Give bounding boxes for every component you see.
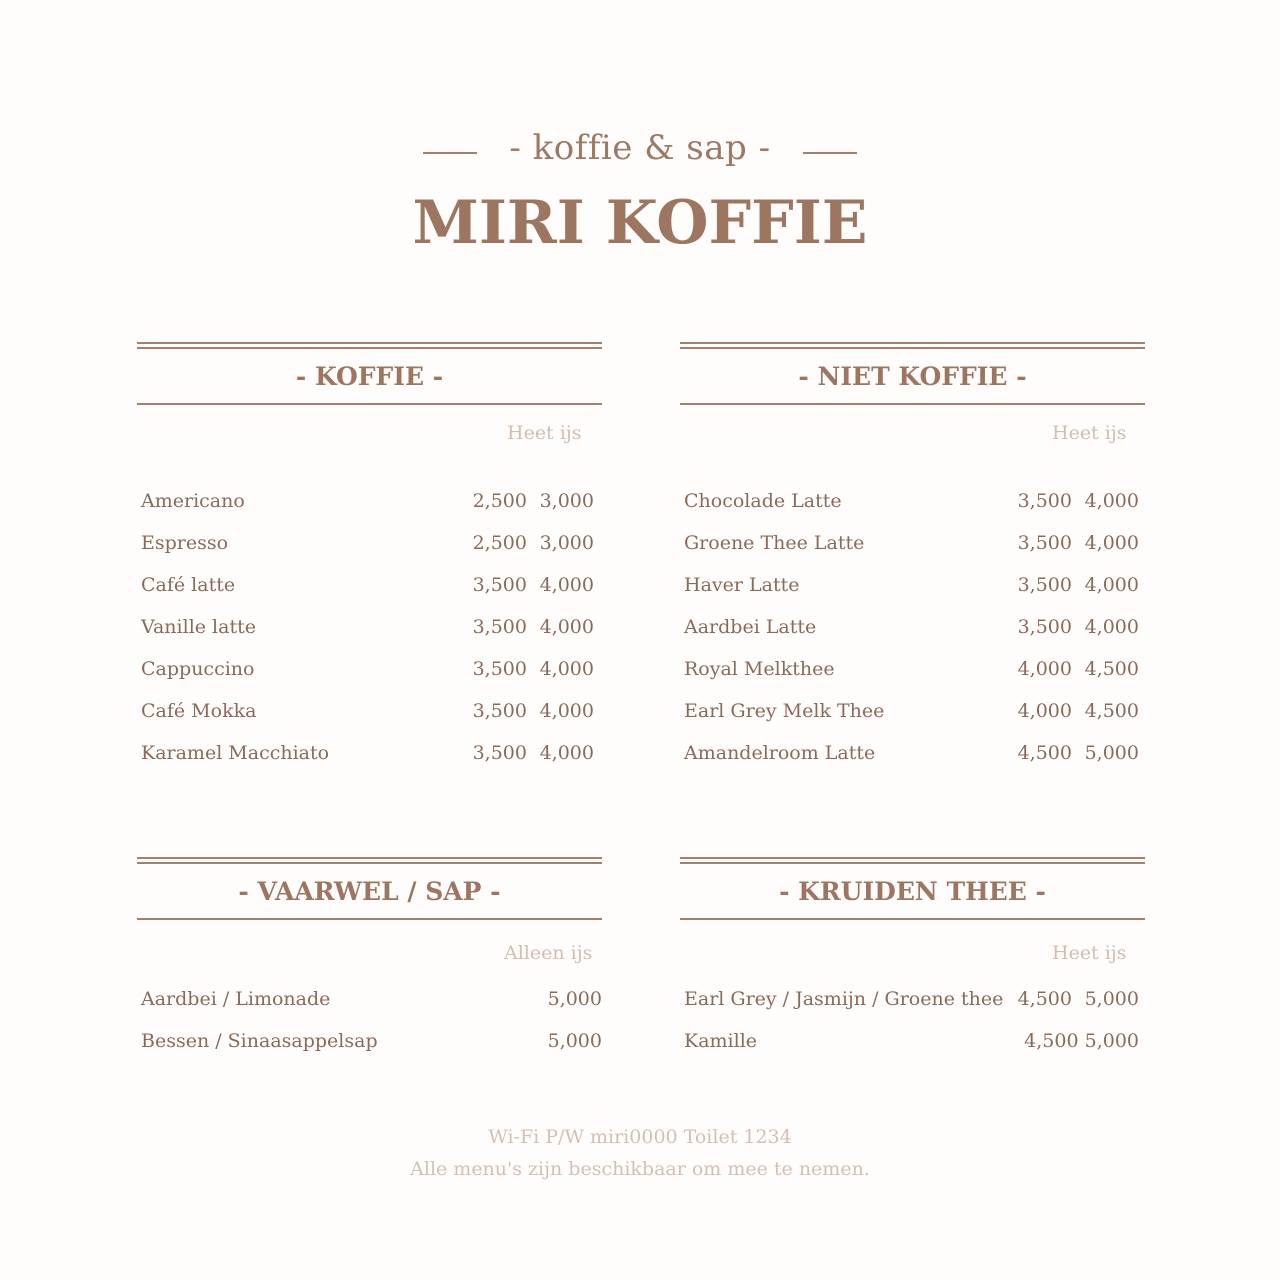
section-title: - KOFFIE - bbox=[295, 362, 444, 391]
page-title: MIRI KOFFIE bbox=[412, 188, 868, 258]
item-price-iced: 5,000 bbox=[1084, 742, 1139, 764]
item-price: 5,000 bbox=[547, 1030, 602, 1052]
section-kruiden-thee bbox=[680, 857, 1145, 1077]
item-price-hot: 3,500 bbox=[1017, 532, 1072, 554]
item-price-iced: 5,000 bbox=[1084, 988, 1139, 1010]
list-item bbox=[680, 742, 1145, 772]
section-top-rule bbox=[137, 342, 602, 349]
item-price-hot: 4,500 bbox=[1017, 742, 1072, 764]
list-item bbox=[680, 490, 1145, 520]
list-item bbox=[680, 616, 1145, 646]
section-bottom-rule bbox=[680, 403, 1145, 405]
item-name: Chocolade Latte bbox=[684, 490, 842, 512]
item-name: Haver Latte bbox=[684, 574, 800, 596]
list-item bbox=[137, 532, 602, 562]
list-item bbox=[680, 532, 1145, 562]
item-price: 5,000 bbox=[547, 988, 602, 1010]
item-name: Royal Melkthee bbox=[684, 658, 835, 680]
item-price-hot: 3,500 bbox=[472, 616, 527, 638]
tagline: - koffie & sap - bbox=[509, 128, 771, 168]
footer-wifi: Wi-Fi P/W miri0000 Toilet 1234 bbox=[488, 1126, 792, 1148]
list-item bbox=[137, 658, 602, 688]
item-price-hot: 3,500 bbox=[472, 658, 527, 680]
item-name: Vanille latte bbox=[141, 616, 256, 638]
item-price-hot: 3,500 bbox=[472, 700, 527, 722]
item-name: Karamel Macchiato bbox=[141, 742, 330, 764]
item-name: Earl Grey / Jasmijn / Groene thee bbox=[684, 988, 1004, 1010]
item-name: Espresso bbox=[141, 532, 229, 554]
item-price-iced: 4,000 bbox=[539, 700, 594, 722]
item-price-hot: 3,500 bbox=[472, 742, 527, 764]
item-price-hot: 4,500 bbox=[1017, 988, 1072, 1010]
item-price-iced: 4,000 bbox=[1084, 490, 1139, 512]
item-price-iced: 4,000 bbox=[539, 742, 594, 764]
section-title: - VAARWEL / SAP - bbox=[238, 877, 501, 906]
section-niet-koffie bbox=[680, 342, 1145, 782]
item-prices: 4,500 5,000 bbox=[1024, 1030, 1139, 1052]
item-name: Cappuccino bbox=[141, 658, 255, 680]
item-price-iced: 4,000 bbox=[1084, 574, 1139, 596]
item-price-hot: 3,500 bbox=[1017, 574, 1072, 596]
list-item bbox=[137, 616, 602, 646]
item-name: Café latte bbox=[141, 574, 236, 596]
section-top-rule bbox=[137, 857, 602, 864]
column-header: Heet ijs bbox=[1052, 422, 1127, 444]
item-price-hot: 2,500 bbox=[472, 532, 527, 554]
list-item bbox=[680, 658, 1145, 688]
list-item bbox=[137, 700, 602, 730]
item-name: Café Mokka bbox=[141, 700, 257, 722]
item-name: Aardbei / Limonade bbox=[141, 988, 331, 1010]
item-name: Kamille bbox=[684, 1030, 758, 1052]
item-price-hot: 2,500 bbox=[472, 490, 527, 512]
section-vaarwel-sap bbox=[137, 857, 602, 1077]
item-price-hot: 4,000 bbox=[1017, 700, 1072, 722]
list-item bbox=[680, 574, 1145, 604]
item-price-iced: 4,000 bbox=[1084, 532, 1139, 554]
item-price-iced: 4,000 bbox=[539, 616, 594, 638]
item-price-hot: 3,500 bbox=[472, 574, 527, 596]
list-item bbox=[137, 490, 602, 520]
section-title: - NIET KOFFIE - bbox=[798, 362, 1027, 391]
item-price-iced: 4,000 bbox=[539, 658, 594, 680]
item-name: Groene Thee Latte bbox=[684, 532, 865, 554]
item-price-iced: 4,000 bbox=[539, 574, 594, 596]
section-top-rule bbox=[680, 857, 1145, 864]
item-name: Bessen / Sinaasappelsap bbox=[141, 1030, 378, 1052]
list-item bbox=[137, 1030, 602, 1060]
item-name: Aardbei Latte bbox=[684, 616, 817, 638]
item-price-hot: 4,000 bbox=[1017, 658, 1072, 680]
item-name: Earl Grey Melk Thee bbox=[684, 700, 885, 722]
item-price-iced: 4,500 bbox=[1084, 658, 1139, 680]
item-price-iced: 3,000 bbox=[539, 532, 594, 554]
item-name: Americano bbox=[141, 490, 245, 512]
list-item bbox=[680, 700, 1145, 730]
section-top-rule bbox=[680, 342, 1145, 349]
list-item bbox=[137, 988, 602, 1018]
item-price-iced: 4,500 bbox=[1084, 700, 1139, 722]
section-title: - KRUIDEN THEE - bbox=[779, 877, 1046, 906]
item-price-iced: 4,000 bbox=[1084, 616, 1139, 638]
section-bottom-rule bbox=[680, 918, 1145, 920]
list-item bbox=[680, 988, 1145, 1018]
item-price-hot: 3,500 bbox=[1017, 616, 1072, 638]
item-price-hot: 3,500 bbox=[1017, 490, 1072, 512]
section-bottom-rule bbox=[137, 918, 602, 920]
column-header: Heet ijs bbox=[507, 422, 582, 444]
footer-takeaway: Alle menu's zijn beschikbaar om mee te nemen. bbox=[410, 1158, 870, 1180]
item-name: Amandelroom Latte bbox=[684, 742, 876, 764]
item-price-iced: 3,000 bbox=[539, 490, 594, 512]
section-bottom-rule bbox=[137, 403, 602, 405]
list-item bbox=[137, 574, 602, 604]
column-header: Alleen ijs bbox=[504, 942, 593, 964]
column-header: Heet ijs bbox=[1052, 942, 1127, 964]
list-item bbox=[680, 1030, 1145, 1060]
list-item bbox=[137, 742, 602, 772]
section-koffie bbox=[137, 342, 602, 782]
